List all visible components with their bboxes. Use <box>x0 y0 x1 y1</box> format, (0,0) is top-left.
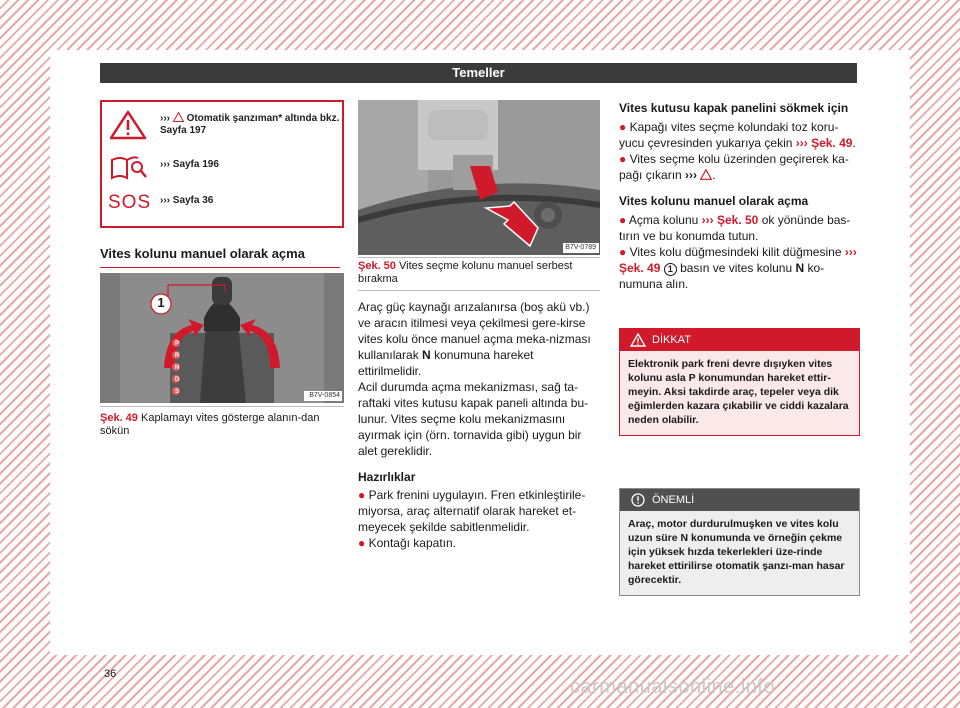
bullet-icon: ● <box>619 245 627 259</box>
ref-arrows[interactable]: ››› <box>685 168 698 182</box>
right-body <box>619 100 860 292</box>
warning-box <box>619 328 860 436</box>
sos-icon: SOS <box>108 192 152 213</box>
bullet-item: ● Park frenini uygulayın. Fren etkinleştirile-miyorsa, araç alternatif olarak hareket et-meyecek şekilde sabitlenmelidir. <box>358 488 586 534</box>
bullet-item: ● Vites kolu düğmesindeki kilit düğmesine ››› Şek. 49 1 basın ve vites kolunu N ko-numuna alın. <box>619 245 857 291</box>
gear-letter: P <box>174 341 179 347</box>
warning-text: Elektronik park freni devre dışıyken vites kolunu asla P konumundan hareket ettir-meyin. Aksi takdirde araç, tepeler veya dik eğimlerden kazara çıkabilir ve ciddi kazalara neden olabilir. <box>628 358 849 426</box>
gear-letter: N <box>174 365 180 371</box>
figure-50-caption <box>358 260 598 286</box>
info-row-sos <box>102 186 342 220</box>
figure-49 <box>100 273 344 403</box>
bullet-item: ● Kapağı vites seçme kolundaki toz koru-yucu çevresinden yukarıya çekin ››› Şek. 49. <box>619 120 856 150</box>
bullet-icon: ● <box>358 536 366 550</box>
callout-number-badge: 1 <box>664 263 677 276</box>
figure-caption-text: Kaplamayı vites gösterge alanın-dan sökün <box>100 412 320 437</box>
paragraph: Araç güç kaynağı arızalanırsa (boş akü vb.) ve aracın itilmesi veya çekilmesi gere-kirse vites kolu önce manuel açma meka-nizması kullanılarak N konumuna hareket ettirilmelidir. <box>358 300 591 378</box>
watermark: carmanualsonline.info <box>570 676 776 698</box>
note-header <box>620 489 859 511</box>
info-row-warning <box>102 108 342 142</box>
info-row-book <box>102 150 342 184</box>
info-row-text[interactable]: ››› Sayfa 36 <box>160 195 214 206</box>
gear-letter: D <box>174 377 180 383</box>
bullet-icon: ● <box>619 152 627 166</box>
info-circle-icon <box>631 493 645 507</box>
info-row-text[interactable]: Otomatik şanzıman* altında bkz. Sayfa 197 <box>160 113 340 136</box>
figure-label: Şek. 50 <box>358 260 396 272</box>
note-text: Araç, motor durdurulmuşken ve vites kolu uzun süre N konumunda ve örneğin çekme için yüksek hızda tekerlekleri üze-rinde hareket ettirilirse otomatik şanzı-man hasar görecektir. <box>628 518 845 586</box>
paragraph: Acil durumda açma mekanizması, sağ ta-raftaki vites kutusu kapak paneli altında bu-lunur. Vites seçme kolu mekanizmasını ayırmak için (örn. tornavida gibi) uygun bir alet gereklidir. <box>358 380 589 458</box>
gear-shift-illustration <box>100 273 344 403</box>
warning-triangle-icon <box>108 110 148 140</box>
figure-ref-link[interactable]: ››› Şek. 49 <box>619 245 857 275</box>
subheading: Hazırlıklar <box>358 470 416 484</box>
figure-code: B7V-0854 <box>309 392 340 399</box>
book-magnifier-icon <box>108 152 148 182</box>
info-box <box>100 100 344 228</box>
section-title-left: Vites kolunu manuel olarak açma <box>100 246 340 268</box>
bullet-item: ● Açma kolunu ››› Şek. 50 ok yönünde bas-tırın ve bu konumda tutun. <box>619 213 851 243</box>
figure-ref-link[interactable]: ››› Şek. 50 <box>701 213 759 227</box>
warning-title: DİKKAT <box>652 334 691 346</box>
manual-page <box>50 50 910 680</box>
page-header: Temeller <box>100 63 857 83</box>
subheading: Vites kolunu manuel olarak açma <box>619 194 809 208</box>
subheading: Vites kutusu kapak panelini sökmek için <box>619 101 849 115</box>
figure-50 <box>358 100 600 255</box>
middle-body <box>358 299 598 551</box>
bullet-item: ● Kontağı kapatın. <box>358 536 456 550</box>
bullet-icon: ● <box>619 213 627 227</box>
gear-letters <box>173 338 181 398</box>
figure-caption-text: Vites seçme kolunu manuel serbest bırakma <box>358 260 573 285</box>
info-row-prefix: ››› <box>160 113 170 124</box>
info-row-text[interactable]: ››› Sayfa 196 <box>160 159 219 170</box>
caption-rule <box>358 257 600 258</box>
figure-ref-link[interactable]: ››› Şek. 49 <box>795 136 853 150</box>
caption-rule <box>100 406 344 407</box>
release-mechanism-illustration <box>358 100 600 255</box>
figure-callout-1: 1 <box>157 295 165 310</box>
bullet-item: ● Vites seçme kolu üzerinden geçirerek ka-pağı çıkarın ››› . <box>619 152 849 182</box>
warning-ref-icon[interactable] <box>700 169 712 180</box>
bullet-icon: ● <box>358 488 366 502</box>
left-column <box>100 100 344 437</box>
caption-rule <box>358 290 600 291</box>
small-warning-icon <box>173 112 184 122</box>
note-box <box>619 488 860 596</box>
gear-letter: R <box>174 353 180 359</box>
warning-triangle-icon <box>630 333 646 347</box>
figure-label: Şek. 49 <box>100 412 138 424</box>
figure-49-caption <box>100 412 340 438</box>
figure-code: B7V-0789 <box>565 244 596 251</box>
note-title: ÖNEMLİ <box>652 494 695 506</box>
gear-letter: S <box>174 389 179 395</box>
warning-header <box>620 329 859 351</box>
page-number: 36 <box>104 668 117 680</box>
bullet-icon: ● <box>619 120 627 134</box>
